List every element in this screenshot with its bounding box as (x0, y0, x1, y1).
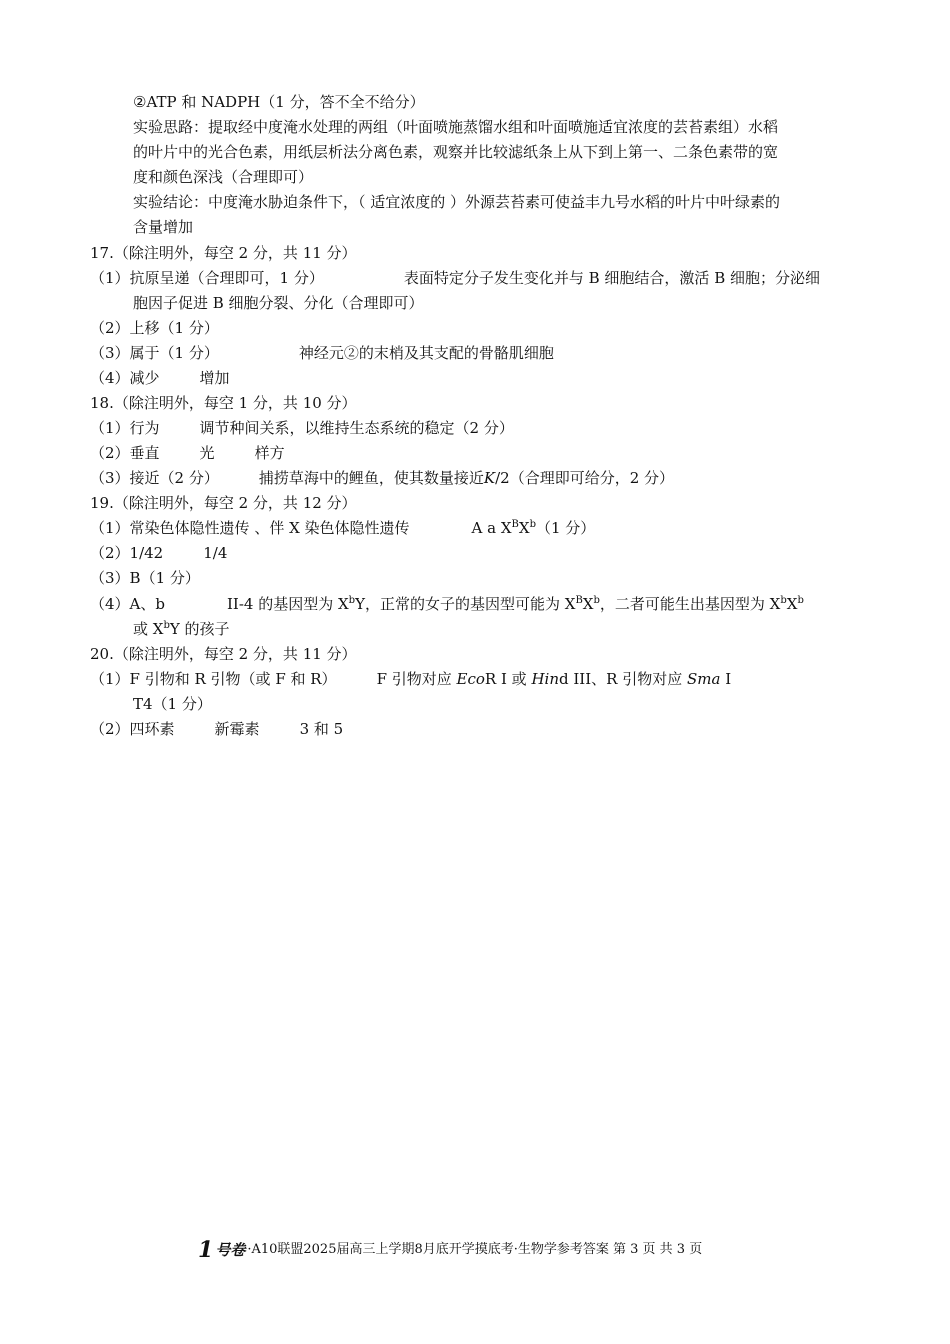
answer-part: （1）抗原呈递（合理即可，1 分） (90, 269, 324, 287)
page-footer (198, 1237, 703, 1263)
question-17-heading: 17.（除注明外，每空 2 分，共 11 分） (90, 244, 357, 262)
answer-part: （2）垂直 (90, 444, 160, 462)
answer-line (90, 443, 285, 463)
answer-line (90, 268, 820, 288)
answer-line: （3）B（1 分） (90, 569, 200, 587)
answer-part: F 引物对应 EcoR I 或 Hind III、R 引物对应 Sma I (376, 670, 732, 688)
answer-line (90, 719, 343, 739)
answer-part: 捕捞草海中的鲤鱼，使其数量接近 (258, 469, 484, 487)
answer-part: II-4 的基因型为 $X^bY$，正常的女子的基因型可能为 $X^BX^b$，二者可能生出基因型为 $X^bX^b$ (226, 595, 804, 613)
answer-part: （1 分） (535, 519, 596, 537)
answer-part: （3）接近（2 分） (90, 469, 219, 487)
answer-line (90, 543, 227, 563)
question-19-heading: 19.（除注明外，每空 2 分，共 12 分） (90, 494, 357, 512)
answer-line: 的叶片中的光合色素，用纸层析法分离色素，观察并比较滤纸条上从下到上第一、二条色素带的宽 (133, 143, 779, 161)
answer-part: 增加 (199, 369, 230, 387)
answer-line: 含量增加 (133, 218, 194, 236)
answer-part: （1）F 引物和 R 引物（或 F 和 R） (90, 670, 337, 688)
answer-line (90, 343, 554, 363)
answer-line: 实验思路：提取经中度淹水处理的两组（叶面喷施蒸馏水组和叶面喷施适宜浓度的芸苔素组）水稻 (133, 118, 779, 136)
answer-part: 新霉素 (214, 720, 260, 738)
answer-part: 神经元②的末梢及其支配的骨骼肌细胞 (298, 344, 554, 362)
answer-part: （4）A、b (90, 595, 165, 613)
answer-part: 样方 (254, 444, 285, 462)
answer-part: （2）四环素 (90, 720, 175, 738)
answer-part: （2）1/42 (90, 544, 164, 562)
answer-part: 1/4 (203, 544, 228, 562)
answer-line: 或 $X^bY$ 的孩子 (133, 620, 230, 638)
answer-line (90, 669, 731, 689)
answer-line (90, 594, 804, 614)
carrying-capacity-symbol: K (483, 469, 496, 487)
answer-line: 胞因子促进 B 细胞分裂、分化（合理即可） (133, 294, 424, 312)
answer-part: （4）减少 (90, 369, 160, 387)
answer-part: 调节种间关系，以维持生态系统的稳定（2 分） (199, 419, 514, 437)
footer-text: ·A10联盟2025届高三上学期8月底开学摸底考·生物学参考答案 第 3 页 共 3 页 (247, 1242, 703, 1257)
answer-line (90, 368, 230, 388)
answer-part: （3）属于（1 分） (90, 344, 219, 362)
answer-part: 表面特定分子发生变化并与 B 细胞结合，激活 B 细胞；分泌细 (403, 269, 820, 287)
answer-part: （1）常染色体隐性遗传 、伴 X 染色体隐性遗传 (90, 519, 410, 537)
answer-line: T4（1 分） (133, 695, 212, 713)
question-18-heading: 18.（除注明外，每空 1 分，共 10 分） (90, 394, 357, 412)
answer-part: 光 (199, 444, 215, 462)
genotype: A a $X^BX^b$ (471, 519, 536, 537)
answer-line: 实验结论：中度淹水胁迫条件下，（ 适宜浓度的 ）外源芸苔素可使益丰九号水稻的叶片中叶绿素的 (133, 193, 781, 211)
answer-line: （2）上移（1 分） (90, 319, 219, 337)
answer-part: （1）行为 (90, 419, 160, 437)
answer-line: ②ATP 和 NADPH（1 分，答不全不给分） (133, 93, 425, 111)
answer-part: /2（合理即可给分，2 分） (495, 469, 675, 487)
answer-line (90, 518, 595, 538)
answer-part: 3 和 5 (299, 720, 344, 738)
question-20-heading: 20.（除注明外，每空 2 分，共 11 分） (90, 645, 357, 663)
answer-line: 度和颜色深浅（合理即可） (133, 168, 314, 186)
answer-line (90, 418, 514, 438)
answer-line (90, 468, 674, 488)
brand-logo: 1 号卷 (198, 1237, 246, 1263)
